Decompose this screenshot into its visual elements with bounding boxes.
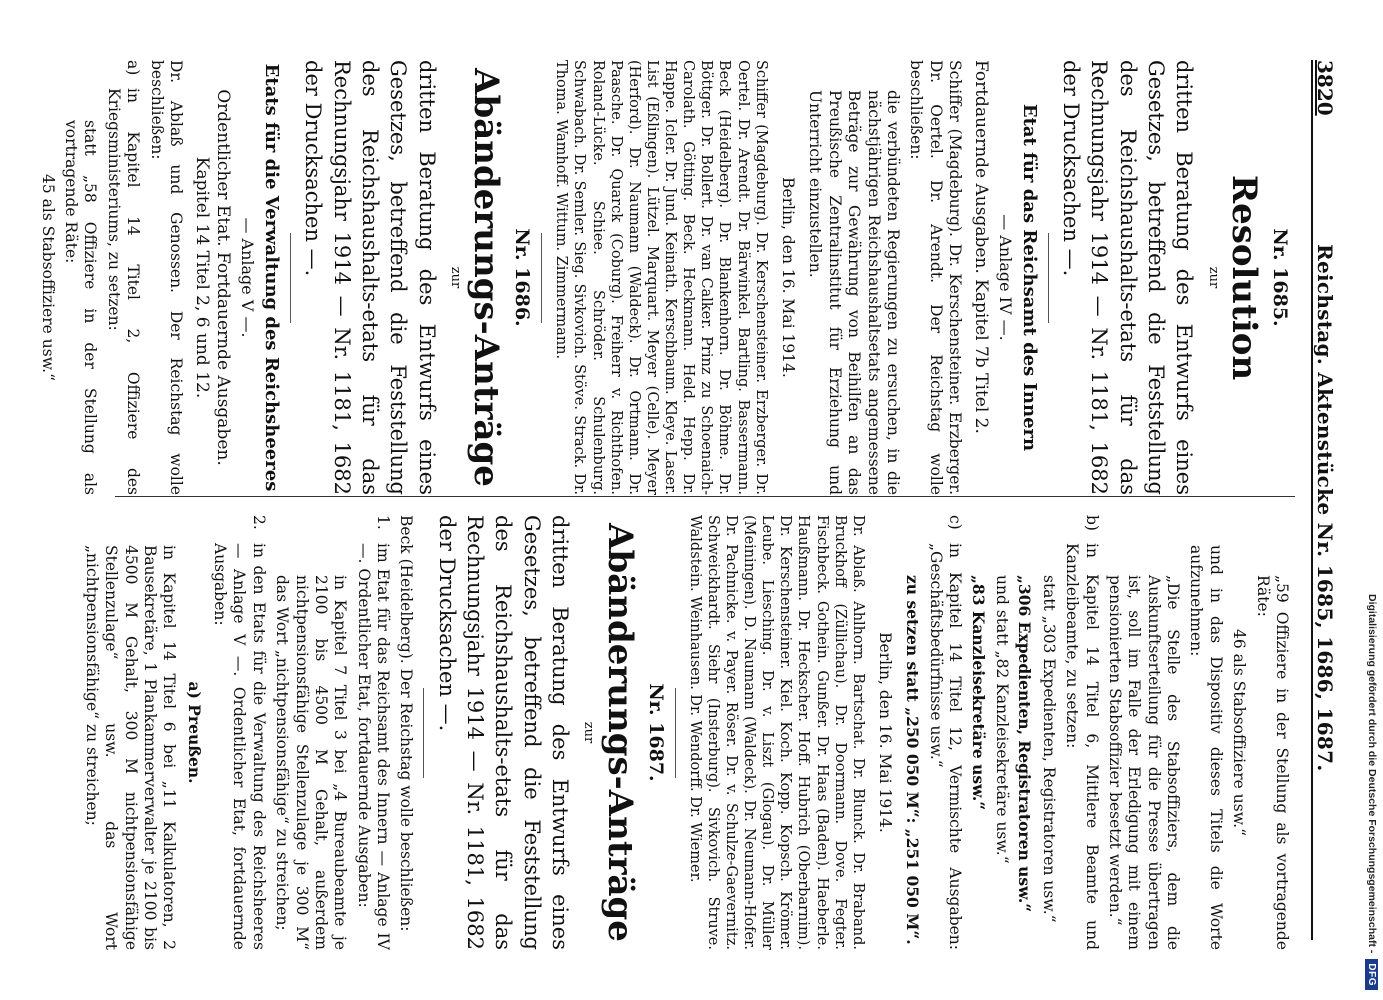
anlage-label: — Anlage V —. xyxy=(238,217,258,338)
divider-rule xyxy=(423,688,424,778)
ausgaben-label: Fortdauernde Ausgaben. Kapitel 7b Titel 2. xyxy=(971,60,992,434)
section-zur: zur xyxy=(1205,266,1221,289)
item-sub: und statt „82 Kanzleisekretäre usw.“ xyxy=(993,575,1012,864)
divider-rule xyxy=(290,233,291,323)
item-marker: 1. xyxy=(374,515,393,530)
motion-item-2 xyxy=(210,515,268,950)
section-intro: dritten Beratung des Entwurfs eines Gesetzes, betreffend die Feststellung des Reichshaushalts-etats für das Rechnungsjahr 1914 — Nr. 1181, 1682 der Drucksachen —. xyxy=(1059,60,1197,495)
section-zur: zur xyxy=(581,721,597,744)
signatories: Schiffer (Magdeburg). Dr. Kerschensteiner. Erzberger. Dr. Oertel. Dr. Arendt. Dr. Bärwinkel. Bartling. Bassermann. Beck (Heidelberg). Dr. Blankenhorn. Dr. Böhme. Dr. Böttger. Dr. Bollert. Dr. van Calker. Prinz zu Schoenaich-Carolath. Götting. Beck. Heckmann. Held. Hepp. Dr. Happe. Icler. Dr. Jund. Keinath. Kerschbaum. Kleye. Laser. List (Eßlingen). Lützel. Marquart. Meyer (Celle). Meyer (Herford). Dr. Naumann (Waldeck). Dr. Ortmann. Dr. Paasche. Dr. Quarck (Coburg). Freiherr v. Richthofen. Roland-Lücke. Schiee. Schröder. Schulenburg. Schwabach. Dr. Semler. Sieg. Sivkovich. Stöve. Strack. Dr. Thoma. Wamhoff. Wittum. Zimmermann. xyxy=(553,60,769,495)
quote-line: „59 Offiziere in der Stellung als vortragende Räte: xyxy=(1253,575,1291,950)
motion-item-b xyxy=(1062,515,1101,950)
section-1686-continued xyxy=(686,515,1291,950)
divider-rule xyxy=(1048,233,1049,323)
section-intro: dritten Beratung des Entwurfs eines Gesetzes, betreffend die Feststellung des Reichshaushalts-etats für das Rechnungsjahr 1914 — Nr. 1181, 1682 der Drucksachen —. xyxy=(301,60,439,495)
credit-rotated xyxy=(1362,10,1382,990)
anlage-label: — Anlage IV —. xyxy=(996,214,1016,341)
left-column xyxy=(33,60,1295,495)
item-sub: statt „58 Offiziere in der Stellung als vortragende Räte: xyxy=(62,120,100,495)
item-text: im Etat für das Reichsamt des Innern — Anlage IV —. Ordentlicher Etat, fortdauernde Ausgaben: xyxy=(354,543,393,950)
column-divider xyxy=(115,496,1295,497)
item-sub-continued: 45 als Stabsoffiziere usw.“ xyxy=(38,173,57,382)
item-text: in Kapitel 14 Titel 6, Mittlere Beamte und Kanzleibeamte, zu setzen: xyxy=(1063,543,1101,950)
running-head-title: Reichstag. Aktenstücke Nr. 1685, 1686, 1687. xyxy=(1313,244,1337,772)
item-sub: statt „303 Expedienten, Registratoren usw.“ xyxy=(1039,575,1058,923)
item-marker: a) xyxy=(124,60,143,76)
section-1685 xyxy=(552,60,1291,495)
divider-rule xyxy=(541,233,542,323)
credit-text: Digitalisierung gefördert durch die Deutsche Forschungsgemeinschaft - xyxy=(1366,594,1378,954)
section-zur: zur xyxy=(447,266,463,289)
etat-title: Etats für die Verwaltung des Reichsheeres xyxy=(260,63,282,492)
quote-line: 46 als Stabsoffiziere usw.“ xyxy=(1230,628,1249,837)
divider-rule xyxy=(675,688,676,778)
section-title: Resolution xyxy=(1224,174,1265,381)
page-number: 3820 xyxy=(1313,60,1337,116)
motion-item-1 xyxy=(353,515,392,950)
section-intro: dritten Beratung des Entwurfs eines Gesetzes, betreffend die Feststellung des Reichshaushalts-etats für das Rechnungsjahr 1914 — Nr. 1181, 1682 der Drucksachen —. xyxy=(434,515,573,950)
item-text: in Kapitel 14 Titel 2, Offiziere des Kriegsministeriums, zu setzen: xyxy=(104,88,143,495)
date-line: Berlin, den 16. Mai 1914. xyxy=(876,632,895,833)
motion-head: Dr. Ablaß und Genossen. Der Reichstag wolle beschließen: xyxy=(147,60,185,495)
quote-text: „Die Stelle des Stabsoffiziers, dem die Auskunftserteilung für die Presse übertragen ist, soll im Falle der Erledigung mit einem pensionierten Stabsoffizier besetzt werden.“ xyxy=(1106,575,1183,950)
section-number: Nr. 1685. xyxy=(1269,228,1291,327)
item-sub: „83 Kanzleisekretäre usw.“ xyxy=(968,575,988,811)
motion-item-a xyxy=(103,60,142,495)
motion-head: Schiffer (Magdeburg). Dr. Kerschensteiner. Erzberger. Dr. Oertel. Dr. Arendt. Der Reichstag wolle beschließen: xyxy=(907,60,965,495)
item-marker: c) xyxy=(946,515,965,530)
section-title: Abänderungs-Anträge xyxy=(599,523,640,942)
running-head xyxy=(1311,60,1353,940)
quote-line: und in das Dispositiv dieses Titels die Worte aufzunehmen: xyxy=(1187,545,1225,950)
section-number: Nr. 1687. xyxy=(644,683,667,782)
date-line: Berlin, den 16. Mai 1914. xyxy=(779,177,798,378)
section-title: Abänderungs-Anträge xyxy=(466,68,507,487)
digitization-credit xyxy=(1362,10,1382,990)
subsection-title: a) Preußen. xyxy=(184,681,204,784)
section-1686 xyxy=(37,60,533,495)
item-marker: b) xyxy=(1082,515,1101,531)
item-sub: „306 Expedienten, Registratoren usw.“ xyxy=(1015,575,1035,913)
item-text: in Kapitel 14 Titel 12, Vermischte Ausgaben: „Geschäftsbedürfnisse usw.“ xyxy=(927,543,965,950)
etat-title: Etat für das Reichsamt des Innern xyxy=(1018,103,1040,452)
motion-text: die verbündeten Regierungen zu ersuchen, in die nächstjährigen Reichshaushaltsetats angemessene Beträge zur Gewährung von Beihilfen an das Preußische Zentralinstitut für Erziehung und Unterricht einzustellen. xyxy=(806,90,902,495)
signatories: Dr. Ablaß. Ahlhorn. Bartschat. Dr. Blunck. Dr. Braband. Bruckhoff (Züllichau). Dr. Doormann. Dove. Fegter. Fischbeck. Gothein. Gunßer. Dr. Haas (Baden). Haeberle. Haußmann. Dr. Heckscher. Hoff. Hubrich (Oberbarnim). Dr. Kerschensteiner. Kiel. Koch. Kopp. Kopsch. Krömer. Leube. Liesching. Dr. v. Liszt (Glogau). Dr. Müller (Meiningen). D. Naumann (Waldeck). Dr. Neumann-Hofer. Dr. Pachnicke. v. Payer. Röser. Dr. v. Schulze-Gaevernitz. Schweickhardt. Siehr (Insterburg). Sivkovich. Struve. Waldstein. Weinhausen. Dr. Wendorff. Dr. Wiemer. xyxy=(686,515,866,950)
item-sub: zu setzen statt „250 050 M“: „251 050 M“. xyxy=(902,575,922,945)
section-1687 xyxy=(81,515,666,950)
item-marker: 2. xyxy=(249,515,268,530)
motion-item-c xyxy=(926,515,965,950)
item-sub: in Kapitel 7 Titel 3 bei „4 Bureaubeamte je 2100 bis 4500 M Gehalt, außerdem nichtpensionsfähige Stellenzulage je 300 M“ das Wort „nichtpensionsfähige“ zu streichen; xyxy=(273,575,350,950)
dfg-logo-icon: DFG xyxy=(1366,959,1379,990)
right-column xyxy=(77,515,1295,950)
section-number: Nr. 1686. xyxy=(511,228,534,327)
item-text: in den Etats für die Verwaltung des Reichsheeres — Anlage V —. Ordentlicher Etat, fortdauernde Ausgaben: xyxy=(211,543,268,950)
motion-head: Beck (Heidelberg). Der Reichstag wolle beschließen: xyxy=(397,515,416,932)
ausgaben-label: Ordentlicher Etat. Fortdauernde Ausgaben. Kapitel 14 Titel 2, 6 und 12. xyxy=(192,89,234,466)
item-sub: in Kapitel 14 Titel 6 bei „11 Kalkulatoren, 2 Bausekretäre, 1 Plankammerverwalter je 2100 bis 4500 M Gehalt, 300 M nichtpensionsfähige Stellenzulage“ usw. das Wort „nichtpensionsfähige“ zu streichen; xyxy=(82,545,179,950)
